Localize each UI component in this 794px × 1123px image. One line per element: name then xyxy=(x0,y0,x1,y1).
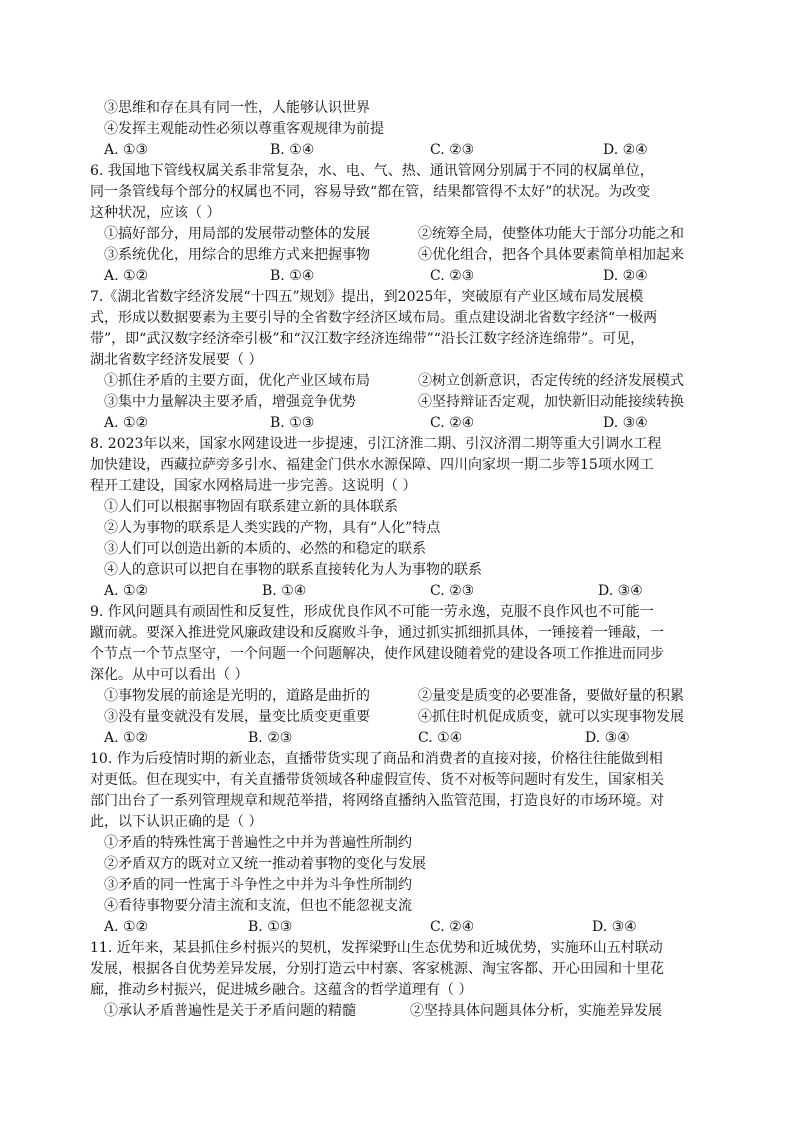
q10-option-a: A. ①② xyxy=(104,919,149,935)
q9-option-b: B. ②③ xyxy=(248,730,293,746)
q6-option-a: A. ①② xyxy=(104,268,149,284)
q8-option-a: A. ①② xyxy=(104,583,149,599)
q8-choice-3: ③人们可以创造出新的本质的、必然的和稳定的联系 xyxy=(104,541,426,557)
q10-option-d: D. ③④ xyxy=(592,919,637,935)
q8-stem-line-3: 程开工建设，国家水网格局进一步完善。这说明（ ） xyxy=(90,478,417,494)
q7-stem-line-1: 7.《湖北省数字经济发展“十四五”规划》提出，到2025年，突破原有产业区域布局发展模 xyxy=(90,289,644,305)
q10-stem-line-3: 部门出台了一系列管理规章和规范举措，将网络直播纳入监管范围，打造良好的市场环境。对 xyxy=(90,793,664,809)
q6-stem-line-3: 这种状况，应该（ ） xyxy=(90,205,221,221)
q7-option-b: B. ①③ xyxy=(270,415,315,431)
q7-option-c: C. ②④ xyxy=(430,415,475,431)
q11-choice-2: ②坚持具体问题具体分析，实施差异发展 xyxy=(410,1003,662,1019)
q9-stem-line-3: 个节点一个节点坚守，一个问题一个问题解决，使作风建设随着党的建设各项工作推进而同步 xyxy=(90,646,664,662)
q5-option-d: D. ②④ xyxy=(603,142,648,158)
q10-choice-4: ④看待事物要分清主流和支流，但也不能忽视支流 xyxy=(104,898,412,914)
q5-choice-3: ③思维和存在具有同一性，人能够认识世界 xyxy=(104,100,370,116)
q7-option-d: D. ③④ xyxy=(603,415,648,431)
q11-stem-line-2: 发展，根据各自优势差异发展，分别打造云中村寨、客家桃源、淘宝客都、开心田园和十里花 xyxy=(90,961,664,977)
q5-option-a: A. ①③ xyxy=(104,142,149,158)
q7-stem-line-2: 式，形成以数据要素为主要引导的全省数字经济区域布局。重点建设湖北省数字经济“一极两 xyxy=(90,310,658,326)
q5-option-b: B. ①④ xyxy=(270,142,315,158)
q7-stem-line-3: 带”，即“武汉数字经济牵引极”和“汉江数字经济连绵带”“沿长江数字经济连绵带”。可见， xyxy=(90,331,645,347)
q6-option-b: B. ①④ xyxy=(270,268,315,284)
q8-choice-4: ④人的意识可以把自在事物的联系直接转化为人为事物的联系 xyxy=(104,562,482,578)
q5-choice-4: ④发挥主观能动性必须以尊重客观规律为前提 xyxy=(104,121,384,137)
q11-choice-1: ①承认矛盾普遍性是关于矛盾问题的精髓 xyxy=(104,1003,356,1019)
q9-option-a: A. ①② xyxy=(104,730,149,746)
q7-choice-4: ④坚持辩证否定观，加快新旧动能接续转换 xyxy=(418,394,684,410)
q9-stem-line-4: 深化。从中可以看出（ ） xyxy=(90,667,249,683)
q9-option-d: D. ③④ xyxy=(585,730,630,746)
q8-option-c: C. ②③ xyxy=(430,583,475,599)
q7-choice-2: ②树立创新意识，否定传统的经济发展模式 xyxy=(418,373,684,389)
q8-stem-line-2: 加快建设，西藏拉萨旁多引水、福建金门供水水源保障、四川向家坝一期二步等15项水网工 xyxy=(90,457,654,473)
q8-choice-1: ①人们可以根据事物固有联系建立新的具体联系 xyxy=(104,499,398,515)
q11-stem-line-1: 11. 近年来，某县抓住乡村振兴的契机，发挥梁野山生态优势和近城优势，实施环山五村联动 xyxy=(90,940,663,956)
q7-choice-1: ①抓住矛盾的主要方面，优化产业区域布局 xyxy=(104,373,370,389)
q6-choice-1: ①搞好部分，用局部的发展带动整体的发展 xyxy=(104,226,370,242)
q6-option-d: D. ②④ xyxy=(603,268,648,284)
q5-option-c: C. ②③ xyxy=(430,142,475,158)
q10-option-c: C. ②④ xyxy=(430,919,475,935)
q10-stem-line-4: 此，以下认识正确的是（ ） xyxy=(90,814,263,830)
q10-stem-line-2: 对更低。但在现实中，有关直播带货领域各种虚假宣传、货不对板等问题时有发生，国家相关 xyxy=(90,772,664,788)
q10-option-b: B. ①③ xyxy=(248,919,293,935)
q9-choice-4: ④抓住时机促成质变，就可以实现事物发展 xyxy=(418,709,684,725)
q6-stem-line-1: 6. 我国地下管线权属关系非常复杂，水、电、气、热、通讯管网分别属于不同的权属单位， xyxy=(90,163,654,179)
q9-choice-2: ②量变是质变的必要准备，要做好量的积累 xyxy=(418,688,684,704)
q7-option-a: A. ①② xyxy=(104,415,149,431)
q11-stem-line-3: 廊，推动乡村振兴，促进城乡融合。这蕴含的哲学道理有（ ） xyxy=(90,982,473,998)
q7-stem-line-4: 湖北省数字经济发展要（ ） xyxy=(90,352,263,368)
q9-choice-3: ③没有量变就没有发展，量变比质变更重要 xyxy=(104,709,370,725)
q8-option-d: D. ③④ xyxy=(598,583,643,599)
q9-stem-line-1: 9. 作风问题具有顽固性和反复性，形成优良作风不可能一劳永逸，克服不良作风也不可能一 xyxy=(90,604,654,620)
q8-choice-2: ②人为事物的联系是人类实践的产物，具有“人化”特点 xyxy=(104,520,441,536)
q9-option-c: C. ①④ xyxy=(418,730,463,746)
q10-choice-2: ②矛盾双方的既对立又统一推动着事物的变化与发展 xyxy=(104,856,426,872)
q9-choice-1: ①事物发展的前途是光明的，道路是曲折的 xyxy=(104,688,370,704)
q6-choice-4: ④优化组合，把各个具体要素简单相加起来 xyxy=(418,247,684,263)
q8-option-b: B. ①④ xyxy=(262,583,307,599)
q7-choice-3: ③集中力量解决主要矛盾，增强竞争优势 xyxy=(104,394,356,410)
q8-stem-line-1: 8. 2023年以来，国家水网建设进一步提速，引江济淮二期、引汉济渭二期等重大引调水工程 xyxy=(90,436,662,452)
q10-stem-line-1: 10. 作为后疫情时期的新业态，直播带货实现了商品和消费者的直接对接，价格往往能做到相 xyxy=(90,751,663,767)
q6-choice-3: ③系统优化，用综合的思维方式来把握事物 xyxy=(104,247,370,263)
q6-stem-line-2: 同一条管线每个部分的权属也不同，容易导致“都在管，结果都管得不太好”的状况。为改变 xyxy=(90,184,651,200)
q6-choice-2: ②统筹全局，使整体功能大于部分功能之和 xyxy=(418,226,684,242)
q10-choice-1: ①矛盾的特殊性寓于普遍性之中并为普遍性所制约 xyxy=(104,835,412,851)
q9-stem-line-2: 蹴而就。要深入推进党风廉政建设和反腐败斗争，通过抓实抓细抓具体，一锤接着一锤敲，一 xyxy=(90,625,664,641)
q6-option-c: C. ②③ xyxy=(430,268,475,284)
q10-choice-3: ③矛盾的同一性寓于斗争性之中并为斗争性所制约 xyxy=(104,877,412,893)
